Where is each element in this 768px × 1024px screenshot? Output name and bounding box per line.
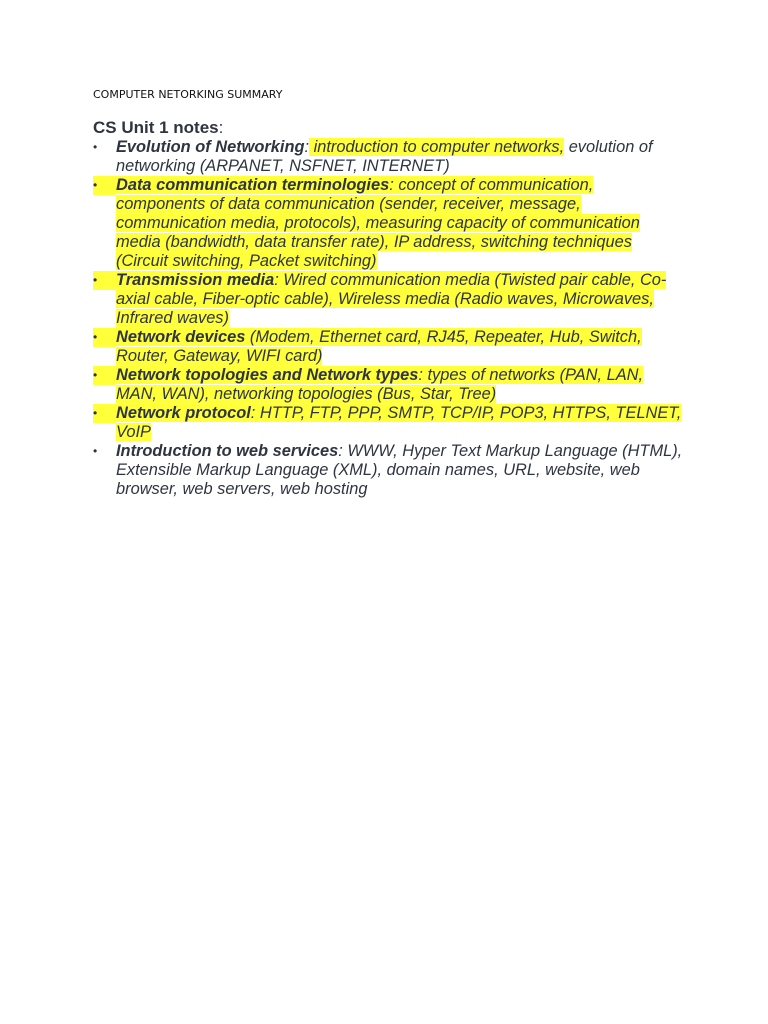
- item-title: Evolution of Networking: [116, 138, 305, 156]
- notes-heading: [93, 118, 683, 138]
- document-page: [93, 88, 683, 499]
- item-body: : HTTP, FTP, PPP, SMTP, TCP/IP, POP3, HTTPS, TELNET, VoIP: [116, 404, 682, 441]
- bullet-icon: •: [93, 271, 116, 290]
- bullet-icon: •: [93, 404, 116, 423]
- list-item-data-communication: [93, 176, 683, 271]
- document-title: COMPUTER NETORKING SUMMARY: [93, 88, 283, 101]
- list-item-network-topologies: [93, 366, 683, 404]
- item-title: Network protocol: [116, 404, 251, 422]
- notes-heading-colon: :: [218, 118, 224, 137]
- item-separator: :: [304, 138, 310, 156]
- item-body: : concept of communication, components of data communication (sender, receiver, message, communication media, protocols), measuring capacity of communication media (bandwidth, data transfer rate), IP address, switching techniques (Circuit switching, Packet switching): [116, 176, 640, 270]
- list-item-transmission-media: [93, 271, 683, 328]
- bullet-icon: •: [93, 328, 116, 347]
- item-title: Network devices: [116, 328, 246, 346]
- item-body: : Wired communication media (Twisted pair cable, Co-axial cable, Fiber-optic cable), Wireless media (Radio waves, Microwaves, Infrared waves): [116, 271, 667, 327]
- item-body: (Modem, Ethernet card, RJ45, Repeater, Hub, Switch, Router, Gateway, WIFI card): [116, 328, 642, 365]
- item-body: : WWW, Hyper Text Markup Language (HTML), Extensible Markup Language (XML), domain names, URL, website, web browser, web servers, web hosting: [116, 442, 683, 498]
- item-body: evolution of networking (ARPANET, NSFNET, INTERNET): [116, 138, 653, 175]
- notes-heading-text: CS Unit 1 notes: [93, 118, 219, 137]
- bullet-icon: •: [93, 176, 116, 195]
- bullet-icon: •: [93, 366, 116, 385]
- item-title: Network topologies and Network types: [116, 366, 419, 384]
- bullet-icon: •: [93, 444, 98, 458]
- item-title: Data communication terminologies: [116, 176, 390, 194]
- list-item-network-devices: [93, 328, 683, 366]
- topic-list: [93, 138, 683, 499]
- list-item-evolution: [93, 138, 683, 176]
- list-item-network-protocol: [93, 404, 683, 442]
- item-body: : types of networks (PAN, LAN, MAN, WAN), networking topologies (Bus, Star, Tree): [116, 366, 644, 403]
- bullet-icon: •: [93, 140, 98, 154]
- item-body-highlighted: introduction to computer networks,: [309, 138, 565, 156]
- list-item-web-services: [93, 442, 683, 499]
- item-title: Transmission media: [116, 271, 275, 289]
- item-title: Introduction to web services: [116, 442, 339, 460]
